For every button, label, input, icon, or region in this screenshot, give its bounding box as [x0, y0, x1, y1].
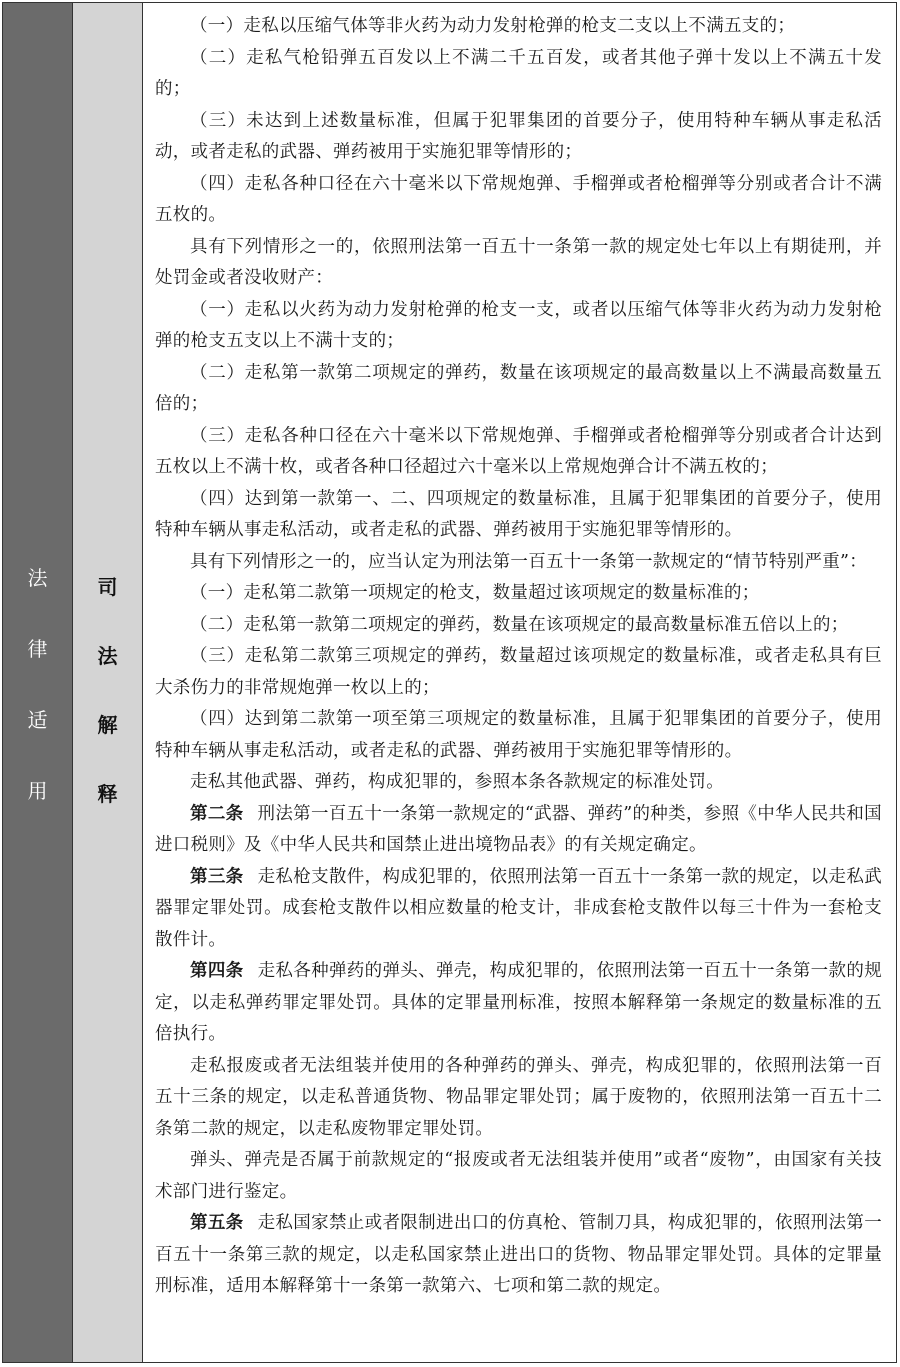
- subsection-char: 法: [97, 644, 118, 668]
- paragraph: [155, 421, 882, 484]
- paragraph-text: 弹头、弹壳是否属于前款规定的“报废或者无法组装并使用”或者“废物”，由国家有关技术部门进行鉴定。: [155, 1150, 882, 1202]
- paragraph-text: （四）达到第一款第一、二、四项规定的数量标准，且属于犯罪集团的首要分子，使用特种车辆从事走私活动，或者走私的武器、弹药被用于实施犯罪等情形的。: [155, 488, 882, 540]
- section-column: [3, 3, 73, 1362]
- paragraph: [155, 106, 882, 169]
- article-heading: 第三条: [190, 866, 244, 887]
- subsection-char: 释: [97, 782, 118, 806]
- paragraph: [155, 547, 882, 579]
- paragraph: [155, 956, 882, 1051]
- paragraph: [155, 484, 882, 547]
- paragraph-text: （三）走私各种口径在六十毫米以下常规炮弹、手榴弹或者枪榴弹等分别或者合计达到五枚以上不满十枚，或者各种口径超过六十毫米以上常规炮弹合计不满五枚的；: [155, 425, 882, 477]
- paragraph: [155, 862, 882, 957]
- subsection-label: [73, 553, 142, 829]
- section-char: 适: [27, 708, 48, 732]
- paragraph-text: （一）走私以压缩气体等非火药为动力发射枪弹的枪支二支以上不满五支的；: [190, 16, 796, 36]
- subsection-char: 司: [97, 575, 118, 599]
- paragraph-text: 走私报废或者无法组装并使用的各种弹药的弹头、弹壳，构成犯罪的，依照刑法第一百五十三条的规定，以走私普通货物、物品罪定罪处罚；属于废物的，依照刑法第一百五十二条第二款的规定，以走私废物罪定罪处罚。: [155, 1055, 882, 1139]
- paragraph: [155, 610, 882, 642]
- paragraph: [155, 799, 882, 862]
- subsection-char: 解: [97, 713, 118, 737]
- section-char: 律: [27, 637, 48, 661]
- section-label: [3, 543, 72, 827]
- article-heading: 第四条: [190, 961, 244, 981]
- section-char: 用: [27, 779, 48, 803]
- paragraph: [155, 169, 882, 232]
- paragraph-text: （二）走私气枪铅弹五百发以上不满二千五百发，或者其他子弹十发以上不满五十发的；: [155, 47, 882, 99]
- article-heading: 第五条: [190, 1213, 244, 1233]
- paragraph-text: （三）走私第二款第三项规定的弹药，数量超过该项规定的数量标准，或者走私具有巨大杀伤力的非常规炮弹一枚以上的；: [155, 646, 882, 698]
- paragraph-text: 走私其他武器、弹药，构成犯罪的，参照本条各款规定的标准处罚。: [190, 772, 724, 792]
- paragraph: [155, 1208, 882, 1303]
- paragraph: [155, 232, 882, 295]
- paragraph-text: （四）达到第二款第一项至第三项规定的数量标准，且属于犯罪集团的首要分子，使用特种车辆从事走私活动，或者走私的武器、弹药被用于实施犯罪等情形的。: [155, 709, 882, 761]
- paragraph: [155, 704, 882, 767]
- paragraph-text: 走私各种弹药的弹头、弹壳，构成犯罪的，依照刑法第一百五十一条第一款的规定，以走私弹药罪定罪处罚。具体的定罪量刑标准，按照本解释第一条规定的数量标准的五倍执行。: [155, 961, 882, 1044]
- paragraph-text: （一）走私第二款第一项规定的枪支，数量超过该项规定的数量标准的；: [190, 583, 760, 603]
- paragraph-text: 走私枪支散件，构成犯罪的，依照刑法第一百五十一条第一款的规定，以走私武器罪定罪处罚。成套枪支散件以相应数量的枪支计，非成套枪支散件以每三十件为一套枪支散件计。: [155, 866, 882, 950]
- law-table: [2, 2, 897, 1363]
- paragraph-text: 刑法第一百五十一条第一款规定的“武器、弹药”的种类，参照《中华人民共和国进口税则》及《中华人民共和国禁止进出境物品表》的有关规定确定。: [155, 803, 882, 855]
- content-column: [143, 3, 896, 1362]
- paragraph-text: （三）未达到上述数量标准，但属于犯罪集团的首要分子，使用特种车辆从事走私活动，或者走私的武器、弹药被用于实施犯罪等情形的；: [155, 110, 882, 162]
- document-body: [143, 3, 896, 1303]
- section-char: 法: [27, 566, 48, 590]
- paragraph: [155, 358, 882, 421]
- paragraph: [155, 11, 882, 43]
- paragraph-text: 具有下列情形之一的，依照刑法第一百五十一条第一款的规定处七年以上有期徒刑，并处罚金或者没收财产：: [155, 236, 882, 288]
- article-heading: 第二条: [190, 803, 244, 824]
- paragraph-text: （二）走私第一款第二项规定的弹药，数量在该项规定的最高数量标准五倍以上的；: [190, 614, 849, 635]
- paragraph: [155, 767, 882, 799]
- paragraph: [155, 295, 882, 358]
- paragraph-text: 具有下列情形之一的，应当认定为刑法第一百五十一条第一款规定的“情节特别严重”：: [190, 551, 868, 572]
- paragraph: [155, 641, 882, 704]
- paragraph: [155, 43, 882, 106]
- subsection-column: [73, 3, 143, 1362]
- paragraph-text: 走私国家禁止或者限制进出口的仿真枪、管制刀具，构成犯罪的，依照刑法第一百五十一条第三款的规定，以走私国家禁止进出口的货物、物品罪定罪处罚。具体的定罪量刑标准，适用本解释第十一条第一款第六、七项和第二款的规定。: [155, 1213, 882, 1296]
- paragraph: [155, 578, 882, 610]
- paragraph-text: （一）走私以火药为动力发射枪弹的枪支一支，或者以压缩气体等非火药为动力发射枪弹的枪支五支以上不满十支的；: [155, 299, 882, 351]
- paragraph-text: （四）走私各种口径在六十毫米以下常规炮弹、手榴弹或者枪榴弹等分别或者合计不满五枚的。: [155, 173, 882, 225]
- paragraph-text: （二）走私第一款第二项规定的弹药，数量在该项规定的最高数量以上不满最高数量五倍的；: [155, 362, 882, 414]
- paragraph: [155, 1051, 882, 1146]
- paragraph: [155, 1145, 882, 1208]
